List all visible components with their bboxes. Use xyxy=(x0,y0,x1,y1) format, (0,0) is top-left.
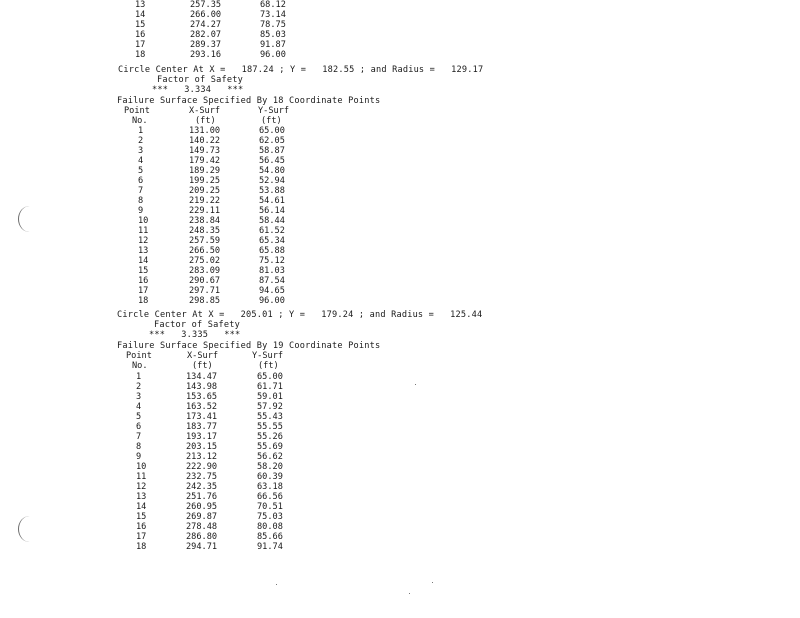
y-surf-value: 56.45 xyxy=(259,156,285,166)
y-surf-value: 61.52 xyxy=(259,226,285,236)
table-row xyxy=(0,166,800,176)
point-number: 13 xyxy=(135,0,146,10)
y-surf-value: 96.00 xyxy=(260,50,286,60)
col-x-unit: (ft) xyxy=(192,361,213,371)
col-x-unit: (ft) xyxy=(195,116,216,126)
col-x-header: X-Surf xyxy=(187,351,219,361)
x-surf-value: 275.02 xyxy=(189,256,221,266)
y-surf-value: 66.56 xyxy=(257,492,283,502)
scan-speck xyxy=(409,593,410,594)
col-y-unit: (ft) xyxy=(261,116,282,126)
x-surf-value: 283.09 xyxy=(189,266,221,276)
x-surf-value: 282.07 xyxy=(190,30,222,40)
point-number: 12 xyxy=(138,236,149,246)
point-number: 17 xyxy=(136,532,147,542)
y-surf-value: 65.00 xyxy=(259,126,285,136)
y-surf-value: 91.87 xyxy=(260,40,286,50)
point-number: 9 xyxy=(136,452,142,462)
table-row xyxy=(0,542,800,552)
x-surf-value: 251.76 xyxy=(186,492,218,502)
y-surf-value: 58.44 xyxy=(259,216,285,226)
point-number: 3 xyxy=(136,392,142,402)
x-surf-value: 189.29 xyxy=(189,166,221,176)
x-surf-value: 238.84 xyxy=(189,216,221,226)
table-row xyxy=(0,186,800,196)
col-y-header: Y-Surf xyxy=(252,351,284,361)
x-surf-value: 266.50 xyxy=(189,246,221,256)
y-surf-value: 75.12 xyxy=(259,256,285,266)
table2-header-1 xyxy=(0,351,800,361)
point-number: 5 xyxy=(136,412,142,422)
table-row xyxy=(0,432,800,442)
factor-of-safety-value-1: *** 3.334 *** xyxy=(152,85,244,95)
y-surf-value: 55.55 xyxy=(257,422,283,432)
x-surf-value: 278.48 xyxy=(186,522,218,532)
scan-speck xyxy=(276,584,277,585)
table2-header-2 xyxy=(0,361,800,371)
x-surf-value: 140.22 xyxy=(189,136,221,146)
point-number: 7 xyxy=(138,186,144,196)
point-number: 8 xyxy=(136,442,142,452)
x-surf-value: 199.25 xyxy=(189,176,221,186)
x-surf-value: 286.80 xyxy=(186,532,218,542)
table-row xyxy=(0,50,800,60)
x-surf-value: 248.35 xyxy=(189,226,221,236)
y-surf-value: 63.18 xyxy=(257,482,283,492)
punch-hole-mark xyxy=(18,206,41,232)
y-surf-value: 68.12 xyxy=(260,0,286,10)
x-surf-value: 131.00 xyxy=(189,126,221,136)
table-row xyxy=(0,392,800,402)
y-surf-value: 55.43 xyxy=(257,412,283,422)
point-number: 13 xyxy=(138,246,149,256)
point-number: 1 xyxy=(136,372,142,382)
x-surf-value: 153.65 xyxy=(186,392,218,402)
factor-of-safety-label-1: Factor of Safety xyxy=(157,75,243,85)
table-row xyxy=(0,20,800,30)
x-surf-value: 149.73 xyxy=(189,146,221,156)
table-row xyxy=(0,522,800,532)
table-row xyxy=(0,136,800,146)
table-row xyxy=(0,402,800,412)
x-surf-value: 219.22 xyxy=(189,196,221,206)
table-row xyxy=(0,452,800,462)
x-surf-value: 260.95 xyxy=(186,502,218,512)
table-row xyxy=(0,472,800,482)
table-row xyxy=(0,286,800,296)
x-surf-value: 298.85 xyxy=(189,296,221,306)
y-surf-value: 60.39 xyxy=(257,472,283,482)
x-surf-value: 173.41 xyxy=(186,412,218,422)
col-x-header: X-Surf xyxy=(189,106,221,116)
table-row xyxy=(0,126,800,136)
table-row xyxy=(0,156,800,166)
circle-center-line-1: Circle Center At X = 187.24 ; Y = 182.55 ; and Radius = 129.17 xyxy=(118,65,484,75)
y-surf-value: 78.75 xyxy=(260,20,286,30)
point-number: 10 xyxy=(136,462,147,472)
point-number: 2 xyxy=(138,136,144,146)
col-point-unit: No. xyxy=(132,361,148,371)
table-row xyxy=(0,502,800,512)
x-surf-value: 213.12 xyxy=(186,452,218,462)
table-row xyxy=(0,30,800,40)
table-row xyxy=(0,10,800,20)
scan-speck xyxy=(415,384,416,385)
x-surf-value: 266.00 xyxy=(190,10,222,20)
x-surf-value: 274.27 xyxy=(190,20,222,30)
table-row xyxy=(0,462,800,472)
table-row xyxy=(0,176,800,186)
point-number: 15 xyxy=(136,512,147,522)
y-surf-value: 55.26 xyxy=(257,432,283,442)
y-surf-value: 53.88 xyxy=(259,186,285,196)
point-number: 17 xyxy=(138,286,149,296)
table-row xyxy=(0,256,800,266)
x-surf-value: 193.17 xyxy=(186,432,218,442)
y-surf-value: 57.92 xyxy=(257,402,283,412)
col-point-header: Point xyxy=(124,106,150,116)
x-surf-value: 179.42 xyxy=(189,156,221,166)
x-surf-value: 269.87 xyxy=(186,512,218,522)
x-surf-value: 289.37 xyxy=(190,40,222,50)
point-number: 13 xyxy=(136,492,147,502)
table-row xyxy=(0,442,800,452)
table-row xyxy=(0,246,800,256)
x-surf-value: 257.59 xyxy=(189,236,221,246)
factor-of-safety-label-2: Factor of Safety xyxy=(154,320,240,330)
col-y-unit: (ft) xyxy=(258,361,279,371)
point-number: 2 xyxy=(136,382,142,392)
point-number: 18 xyxy=(138,296,149,306)
table-row xyxy=(0,382,800,392)
table-row xyxy=(0,512,800,522)
y-surf-value: 65.88 xyxy=(259,246,285,256)
y-surf-value: 96.00 xyxy=(259,296,285,306)
y-surf-value: 58.20 xyxy=(257,462,283,472)
point-number: 16 xyxy=(138,276,149,286)
table-row xyxy=(0,296,800,306)
x-surf-value: 290.67 xyxy=(189,276,221,286)
y-surf-value: 91.74 xyxy=(257,542,283,552)
y-surf-value: 85.66 xyxy=(257,532,283,542)
x-surf-value: 229.11 xyxy=(189,206,221,216)
y-surf-value: 59.01 xyxy=(257,392,283,402)
point-number: 12 xyxy=(136,482,147,492)
table-row xyxy=(0,532,800,542)
col-y-header: Y-Surf xyxy=(258,106,290,116)
y-surf-value: 55.69 xyxy=(257,442,283,452)
point-number: 14 xyxy=(136,502,147,512)
point-number: 10 xyxy=(138,216,149,226)
point-number: 18 xyxy=(135,50,146,60)
x-surf-value: 163.52 xyxy=(186,402,218,412)
y-surf-value: 62.05 xyxy=(259,136,285,146)
x-surf-value: 242.35 xyxy=(186,482,218,492)
table-row xyxy=(0,226,800,236)
point-number: 14 xyxy=(135,10,146,20)
y-surf-value: 56.14 xyxy=(259,206,285,216)
y-surf-value: 75.03 xyxy=(257,512,283,522)
table-row xyxy=(0,146,800,156)
failure-surface-title-2: Failure Surface Specified By 19 Coordinate Points xyxy=(117,341,381,351)
y-surf-value: 65.34 xyxy=(259,236,285,246)
point-number: 4 xyxy=(138,156,144,166)
scan-speck xyxy=(432,582,433,583)
table1-header-2 xyxy=(0,116,800,126)
point-number: 6 xyxy=(138,176,144,186)
table-row xyxy=(0,372,800,382)
table-row xyxy=(0,196,800,206)
y-surf-value: 54.61 xyxy=(259,196,285,206)
x-surf-value: 294.71 xyxy=(186,542,218,552)
point-number: 15 xyxy=(135,20,146,30)
circle-center-line-2: Circle Center At X = 205.01 ; Y = 179.24 ; and Radius = 125.44 xyxy=(117,310,483,320)
table-row xyxy=(0,206,800,216)
y-surf-value: 94.65 xyxy=(259,286,285,296)
failure-surface-title-1: Failure Surface Specified By 18 Coordinate Points xyxy=(117,96,381,106)
point-number: 4 xyxy=(136,402,142,412)
point-number: 16 xyxy=(135,30,146,40)
x-surf-value: 222.90 xyxy=(186,462,218,472)
y-surf-value: 54.80 xyxy=(259,166,285,176)
y-surf-value: 58.87 xyxy=(259,146,285,156)
point-number: 9 xyxy=(138,206,144,216)
point-number: 5 xyxy=(138,166,144,176)
factor-of-safety-value-2: *** 3.335 *** xyxy=(149,330,241,340)
col-point-unit: No. xyxy=(132,116,148,126)
table-row xyxy=(0,40,800,50)
y-surf-value: 73.14 xyxy=(260,10,286,20)
point-number: 6 xyxy=(136,422,142,432)
x-surf-value: 297.71 xyxy=(189,286,221,296)
y-surf-value: 80.08 xyxy=(257,522,283,532)
point-number: 3 xyxy=(138,146,144,156)
table-row xyxy=(0,492,800,502)
x-surf-value: 134.47 xyxy=(186,372,218,382)
point-number: 16 xyxy=(136,522,147,532)
table1-header-1 xyxy=(0,106,800,116)
table-row xyxy=(0,216,800,226)
y-surf-value: 61.71 xyxy=(257,382,283,392)
table-row xyxy=(0,266,800,276)
point-number: 11 xyxy=(136,472,147,482)
point-number: 17 xyxy=(135,40,146,50)
point-number: 1 xyxy=(138,126,144,136)
table-row xyxy=(0,236,800,246)
y-surf-value: 81.03 xyxy=(259,266,285,276)
table-row xyxy=(0,422,800,432)
point-number: 11 xyxy=(138,226,149,236)
x-surf-value: 203.15 xyxy=(186,442,218,452)
y-surf-value: 52.94 xyxy=(259,176,285,186)
x-surf-value: 293.16 xyxy=(190,50,222,60)
point-number: 14 xyxy=(138,256,149,266)
col-point-header: Point xyxy=(126,351,152,361)
table-row xyxy=(0,412,800,422)
x-surf-value: 232.75 xyxy=(186,472,218,482)
point-number: 18 xyxy=(136,542,147,552)
point-number: 8 xyxy=(138,196,144,206)
table-row xyxy=(0,276,800,286)
punch-hole-mark xyxy=(18,516,41,542)
x-surf-value: 143.98 xyxy=(186,382,218,392)
point-number: 15 xyxy=(138,266,149,276)
y-surf-value: 85.03 xyxy=(260,30,286,40)
table-row xyxy=(0,0,800,10)
y-surf-value: 56.62 xyxy=(257,452,283,462)
x-surf-value: 257.35 xyxy=(190,0,222,10)
y-surf-value: 87.54 xyxy=(259,276,285,286)
y-surf-value: 65.00 xyxy=(257,372,283,382)
point-number: 7 xyxy=(136,432,142,442)
x-surf-value: 183.77 xyxy=(186,422,218,432)
x-surf-value: 209.25 xyxy=(189,186,221,196)
y-surf-value: 70.51 xyxy=(257,502,283,512)
table-row xyxy=(0,482,800,492)
